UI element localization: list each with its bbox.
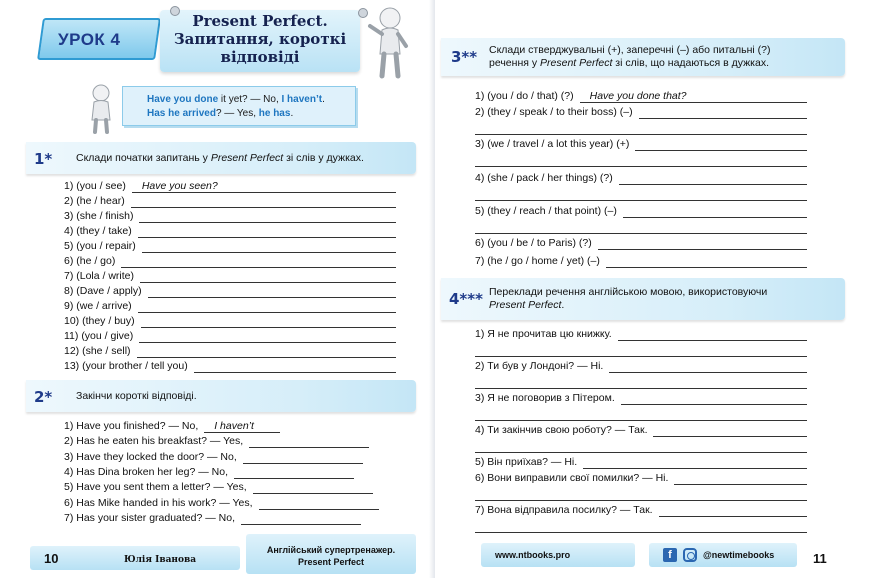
answer-line[interactable] bbox=[475, 452, 807, 453]
instagram-icon[interactable] bbox=[683, 548, 697, 562]
exercise-3-item-text: 4) (she / pack / her things) (?) bbox=[475, 172, 613, 184]
answer-line[interactable] bbox=[139, 342, 396, 343]
answer-line[interactable] bbox=[618, 340, 807, 341]
exercise-3-item-text: 1) (you / do / that) (?) bbox=[475, 90, 574, 102]
answer-line[interactable] bbox=[639, 118, 807, 119]
exercise-4-item-text: 5) Він приїхав? — Ні. bbox=[475, 456, 578, 468]
exercise-1-item-text: 10) (they / buy) bbox=[64, 315, 135, 327]
answer-line[interactable] bbox=[475, 233, 807, 234]
website-link[interactable]: www.ntbooks.pro bbox=[495, 550, 571, 560]
lesson-title bbox=[160, 12, 360, 66]
author-name: Юлія Іванова bbox=[124, 555, 197, 565]
exercise-4-item-text: 2) Ти був у Лондоні? — Ні. bbox=[475, 360, 604, 372]
exercise-4-item-text: 4) Ти закінчив свою роботу? — Так. bbox=[475, 424, 648, 436]
exercise-2-number: 2* bbox=[34, 388, 53, 406]
exercise-1-item-text: 3) (she / finish) bbox=[64, 210, 134, 222]
exercise-1-item-text: 12) (she / sell) bbox=[64, 345, 131, 357]
answer-line[interactable] bbox=[259, 509, 379, 510]
answer-line[interactable] bbox=[131, 207, 396, 208]
answer-line[interactable] bbox=[583, 468, 807, 469]
exercise-1-item-text: 6) (he / go) bbox=[64, 255, 116, 267]
answer-line[interactable] bbox=[475, 200, 807, 201]
exercise-1-item-text: 9) (we / arrive) bbox=[64, 300, 132, 312]
sample-answer: Have you done that? bbox=[589, 90, 687, 102]
answer-line[interactable] bbox=[475, 532, 807, 533]
exercise-1-item-text: 8) (Dave / apply) bbox=[64, 285, 142, 297]
lesson-banner bbox=[40, 10, 380, 72]
page-number-left: 10 bbox=[44, 551, 59, 566]
exercise-1-instruction: Склади початки запитань у Present Perfect зі слів у дужках. bbox=[76, 152, 364, 164]
example-line-1: Have you done it yet? — No, I haven’t. bbox=[147, 94, 325, 105]
exercise-4-instruction: Переклади речення англійською мовою, використовуючи Present Perfect. bbox=[489, 286, 768, 311]
answer-line[interactable] bbox=[234, 478, 354, 479]
answer-line[interactable] bbox=[621, 404, 807, 405]
answer-line[interactable] bbox=[635, 150, 807, 151]
answer-line[interactable] bbox=[204, 432, 280, 433]
answer-line[interactable] bbox=[148, 297, 396, 298]
exercise-4-item-text: 7) Вона відправила посилку? — Так. bbox=[475, 504, 653, 516]
exercise-4-number: 4*** bbox=[449, 290, 483, 308]
right-page bbox=[435, 0, 870, 578]
pin-icon bbox=[170, 6, 180, 16]
answer-line[interactable] bbox=[475, 500, 807, 501]
exercise-3-item-text: 3) (we / travel / a lot this year) (+) bbox=[475, 138, 630, 150]
exercise-3-item-text: 7) (he / go / home / yet) (–) bbox=[475, 255, 600, 267]
exercise-1-item-text: 1) (you / see) bbox=[64, 180, 126, 192]
answer-line[interactable] bbox=[194, 372, 396, 373]
exercise-2-item-text: 7) Has your sister graduated? — No, bbox=[64, 511, 235, 524]
exercise-1-item-text: 11) (you / give) bbox=[64, 330, 134, 342]
exercise-2-item-text: 4) Has Dina broken her leg? — No, bbox=[64, 465, 228, 478]
book-title-line-2: Present Perfect bbox=[297, 557, 365, 567]
answer-line[interactable] bbox=[241, 524, 361, 525]
exercise-2-item-text: 2) Has he eaten his breakfast? — Yes, bbox=[64, 435, 244, 448]
exercise-1-item-text: 2) (he / hear) bbox=[64, 195, 125, 207]
exercise-3-instruction: Склади стверджувальні (+), заперечні (–) або питальні (?) речення у Present Perfect зі слів, що надаються в дужках. bbox=[489, 44, 771, 69]
answer-line[interactable] bbox=[475, 420, 807, 421]
answer-line[interactable] bbox=[580, 102, 807, 103]
exercise-4-item-text: 3) Я не поговорив з Пітером. bbox=[475, 392, 615, 404]
exercise-2-instruction: Закінчи короткі відповіді. bbox=[76, 390, 197, 402]
answer-line[interactable] bbox=[138, 312, 396, 313]
exercise-2-item-text: 5) Have you sent them a letter? — Yes, bbox=[64, 481, 247, 494]
exercise-1-item-text: 4) (they / take) bbox=[64, 225, 132, 237]
answer-line[interactable] bbox=[475, 134, 807, 135]
answer-line[interactable] bbox=[475, 388, 807, 389]
answer-line[interactable] bbox=[475, 356, 807, 357]
answer-line[interactable] bbox=[137, 357, 396, 358]
example-line-2: Has he arrived? — Yes, he has. bbox=[147, 108, 294, 119]
lesson-title-line-2: Запитання, короткі bbox=[173, 30, 347, 48]
answer-line[interactable] bbox=[653, 436, 807, 437]
example-box bbox=[122, 86, 356, 126]
answer-line[interactable] bbox=[132, 192, 396, 193]
lesson-title-line-1: Present Perfect. bbox=[192, 12, 328, 30]
answer-line[interactable] bbox=[606, 267, 807, 268]
sample-answer: Have you seen? bbox=[141, 180, 218, 192]
exercise-3-item-text: 6) (you / be / to Paris) (?) bbox=[475, 237, 592, 249]
answer-line[interactable] bbox=[619, 184, 807, 185]
exercise-2-item-text: 6) Has Mike handed in his work? — Yes, bbox=[64, 496, 253, 509]
exercise-4-item-text: 1) Я не прочитав цю книжку. bbox=[475, 328, 612, 340]
answer-line[interactable] bbox=[475, 166, 807, 167]
unit-label: УРОК 4 bbox=[58, 30, 121, 49]
answer-line[interactable] bbox=[243, 463, 363, 464]
answer-line[interactable] bbox=[139, 222, 396, 223]
sample-answer: I haven’t bbox=[214, 420, 254, 432]
exercise-3-item-text: 2) (they / speak / to their boss) (–) bbox=[475, 106, 633, 118]
exercise-2-item-text: 1) Have you finished? — No, bbox=[64, 420, 199, 432]
answer-line[interactable] bbox=[249, 447, 369, 448]
exercise-1-item-text: 13) (your brother / tell you) bbox=[64, 360, 188, 372]
facebook-icon[interactable]: f bbox=[663, 548, 677, 562]
figure-small-icon bbox=[86, 84, 116, 134]
exercise-2-item-text: 3) Have they locked the door? — No, bbox=[64, 450, 237, 463]
answer-line[interactable] bbox=[142, 252, 396, 253]
answer-line[interactable] bbox=[623, 217, 807, 218]
answer-line[interactable] bbox=[140, 282, 396, 283]
answer-line[interactable] bbox=[659, 516, 807, 517]
figure-thinking-icon bbox=[366, 6, 410, 80]
lesson-title-line-3: відповіді bbox=[220, 48, 300, 66]
exercise-3-number: 3** bbox=[451, 48, 478, 66]
exercise-1-item-text: 5) (you / repair) bbox=[64, 240, 136, 252]
social-handle[interactable]: @newtimebooks bbox=[703, 550, 775, 560]
answer-line[interactable] bbox=[138, 237, 396, 238]
exercise-3-item-text: 5) (they / reach / that point) (–) bbox=[475, 205, 617, 217]
answer-line[interactable] bbox=[609, 372, 807, 373]
exercise-1-item-text: 7) (Lola / write) bbox=[64, 270, 135, 282]
exercise-1-number: 1* bbox=[34, 150, 53, 168]
answer-line[interactable] bbox=[598, 249, 807, 250]
page-number-right: 11 bbox=[813, 551, 827, 566]
answer-line[interactable] bbox=[253, 493, 373, 494]
book-title-line-1: Англійський супертренажер. bbox=[266, 545, 396, 555]
answer-line[interactable] bbox=[121, 267, 396, 268]
answer-line[interactable] bbox=[141, 327, 396, 328]
answer-line[interactable] bbox=[674, 484, 807, 485]
exercise-4-item-text: 6) Вони виправили свої помилки? — Ні. bbox=[475, 472, 669, 484]
